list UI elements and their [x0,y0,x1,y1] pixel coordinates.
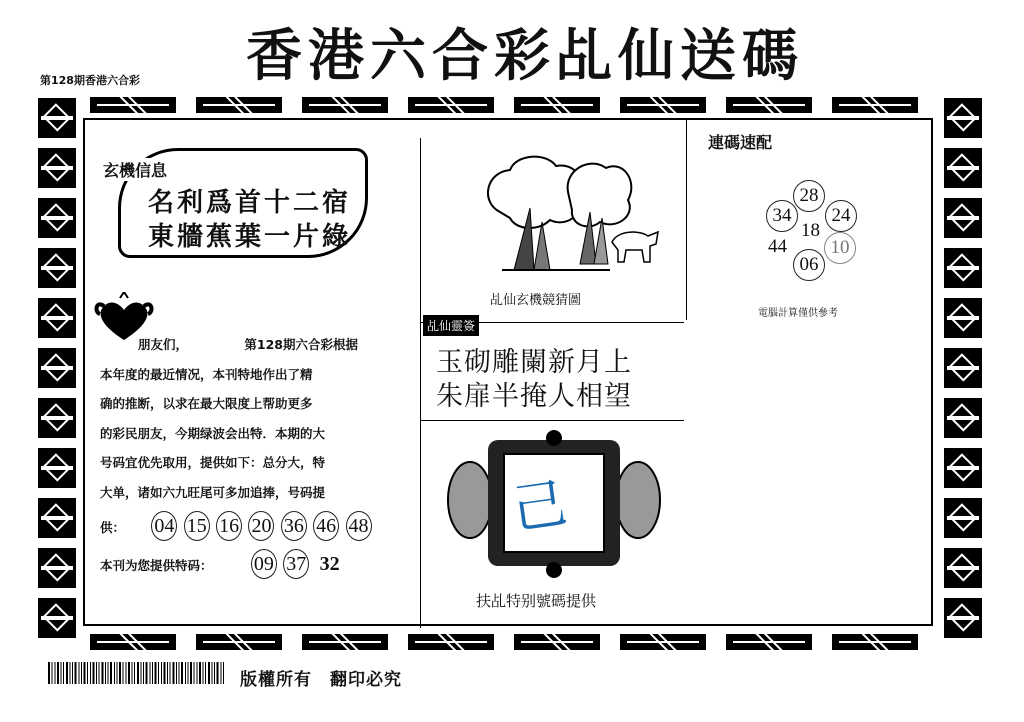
border-tile [944,598,982,638]
oracle-line-1: 玉砌雕闌新月上 [436,347,632,378]
border-tile [38,98,76,138]
number-ball: 15 [184,511,210,541]
border-tile [944,498,982,538]
border-tile [944,98,982,138]
border-tile [944,348,982,388]
border-tile [38,298,76,338]
trees-ox-illustration [480,152,665,280]
border-tile [38,198,76,238]
letter-line: 号码宜优先取用，提供如下：总分大，特 [100,455,326,470]
divider-left [420,138,421,628]
number-ball: 48 [346,511,372,541]
border-tile [832,97,918,113]
pun-line-1: 名利爲首十二宿 [148,188,352,218]
border-tile [944,148,982,188]
special-row [100,549,420,581]
combo-ball: 10 [824,232,856,264]
border-tile [38,598,76,638]
number-ball: 04 [151,511,177,541]
border-tile [944,548,982,588]
border-tile [514,97,600,113]
border-tile [726,97,812,113]
border-tile [944,398,982,438]
border-tile [726,634,812,650]
border-tile [38,448,76,488]
border-tile [408,634,494,650]
combo-ball: 28 [793,180,825,212]
letter-greeting: 朋友们， [138,337,189,352]
oracle-tag: 乩仙靈簽 [423,315,479,336]
border-tile [514,634,600,650]
border-tile [90,97,176,113]
number-ball: 16 [216,511,242,541]
letter-line: 大单，诸如六九旺尾可多加追捧，号码提 [100,484,326,500]
number-ball: 36 [281,511,307,541]
number-row [100,511,420,543]
copyright: 版權所有 翻印必究 [240,670,402,690]
divider-oracle [420,420,684,421]
letter-line: 本年度的最近情况，本刊特地作出了精 [100,366,313,382]
border-tile [38,548,76,588]
border-tile [620,97,706,113]
special-glyph: 己 [508,471,571,542]
letter-line: 确的推断，以求在最大限度上帮助更多 [100,396,313,411]
divider-right [686,120,687,320]
combo-title: 連碼速配 [708,133,773,152]
border-tile [38,348,76,388]
special-ball: 37 [283,549,309,579]
border-tile [408,97,494,113]
issue-tag: 第128期香港六合彩 [40,74,140,87]
provide-label: 供： [100,520,126,535]
pun-tag: 玄機信息 [100,158,170,181]
letter-first-line [100,330,420,360]
letter-issue: 第128期六合彩根据 [244,337,358,352]
border-tile [196,634,282,650]
border-tile [620,634,706,650]
special-caption: 扶乩特别號碼提供 [476,592,597,610]
combo-number: 44 [768,236,787,257]
disclaimer: 電腦計算僅供參考 [758,308,838,319]
border-tile [944,248,982,288]
border-tile [944,448,982,488]
picture-caption: 乩仙玄機競猜圖 [490,293,582,308]
pun-line-2: 東牆蕉葉一片綠 [148,222,352,252]
border-tile [302,97,388,113]
border-tile [302,634,388,650]
special-ball: 09 [251,549,277,579]
border-tile [38,148,76,188]
page-title: 香港六合彩乩仙送碼 [246,24,804,89]
letter-body [100,330,420,580]
border-tile [90,634,176,650]
combo-ball: 34 [766,200,798,232]
letter-line: 的彩民朋友，今期绿波会出特．本期的大 [100,425,326,441]
border-tile [832,634,918,650]
border-tile [196,97,282,113]
combo-ball: 24 [825,200,857,232]
combo-ball: 06 [793,249,825,281]
oracle-line-2: 朱扉半掩人相望 [436,381,632,412]
special-label: 本刊为您提供特码： [100,557,213,573]
border-tile [944,198,982,238]
number-ball: 20 [248,511,274,541]
barcode-icon [48,662,226,690]
number-ball: 46 [313,511,339,541]
border-tile [944,298,982,338]
border-tile [38,498,76,538]
combo-number: 18 [801,220,820,241]
special-number: 32 [319,552,340,575]
border-tile [38,398,76,438]
border-tile [38,248,76,288]
